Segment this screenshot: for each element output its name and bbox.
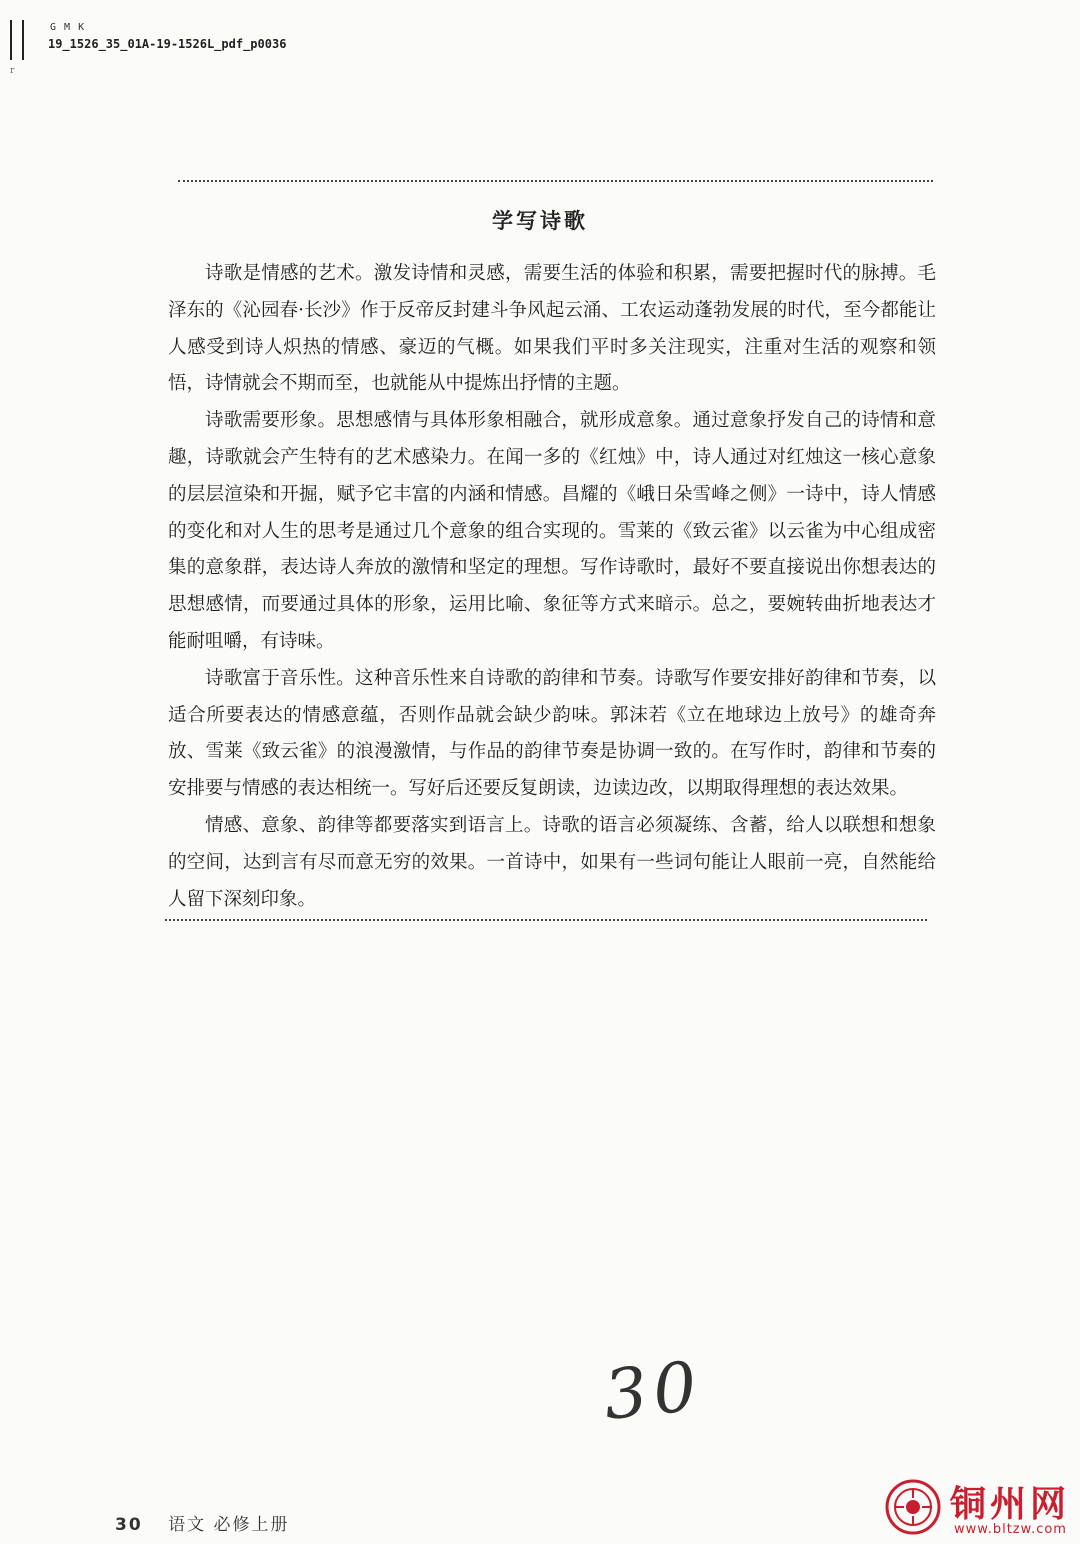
scan-filename: 19_1526_35_01A-19-1526L_pdf_p0036 (48, 37, 287, 51)
scan-code: G M K (50, 22, 86, 33)
paragraph: 情感、意象、韵律等都要落实到语言上。诗歌的语言必须凝练、含蓄，给人以联想和想象的空间，达到言有尽而意无穷的效果。一首诗中，如果有一些词句能让人眼前一亮，自然能给人留下深刻印象。 (168, 814, 936, 910)
watermark (884, 1476, 1074, 1540)
footer-page-number: 30 (115, 1515, 143, 1535)
dotted-divider-top (178, 180, 933, 182)
watermark-seal-icon (884, 1478, 942, 1536)
watermark-url: www.bltzw.com (954, 1522, 1067, 1537)
paragraph: 诗歌富于音乐性。这种音乐性来自诗歌的韵律和节奏。诗歌写作要安排好韵律和节奏，以适合所要表达的情感意蕴，否则作品就会缺少韵味。郭沫若《立在地球边上放号》的雄奇奔放、雪莱《致云雀》的浪漫激情，与作品的韵律节奏是协调一致的。在写作时，韵律和节奏的安排要与情感的表达相统一。写好后还要反复朗读，边读边改，以期取得理想的表达效果。 (168, 667, 936, 800)
scan-mark: r (10, 66, 15, 76)
page-footer (115, 1510, 289, 1535)
paragraph: 诗歌是情感的艺术。激发诗情和灵感，需要生活的体验和积累，需要把握时代的脉搏。毛泽东的《沁园春·长沙》作于反帝反封建斗争风起云涌、工农运动蓬勃发展的时代，至今都能让人感受到诗人炽热的情感、豪迈的气概。如果我们平时多关注现实，注重对生活的观察和领悟，诗情就会不期而至，也就能从中提炼出抒情的主题。 (168, 263, 936, 395)
paragraph: 诗歌需要形象。思想感情与具体形象相融合，就形成意象。通过意象抒发自己的诗情和意趣，诗歌就会产生特有的艺术感染力。在闻一多的《红烛》中，诗人通过对红烛这一核心意象的层层渲染和开掘，赋予它丰富的内涵和情感。昌耀的《峨日朵雪峰之侧》一诗中，诗人情感的变化和对人生的思考是通过几个意象的组合实现的。雪莱的《致云雀》以云雀为中心组成密集的意象群，表达诗人奔放的激情和坚定的理想。写作诗歌时，最好不要直接说出你想表达的思想感情，而要通过具体的形象，运用比喻、象征等方式来暗示。总之，要婉转曲折地表达才能耐咀嚼，有诗味。 (168, 410, 936, 652)
watermark-name: 铜州网 (950, 1484, 1071, 1525)
handwritten-page-number: 30 (600, 1347, 707, 1436)
dotted-divider-bottom (165, 919, 927, 921)
section-body (168, 256, 936, 918)
section-title: 学写诗歌 (492, 209, 588, 233)
footer-book-title: 语文 必修上册 (168, 1515, 290, 1535)
